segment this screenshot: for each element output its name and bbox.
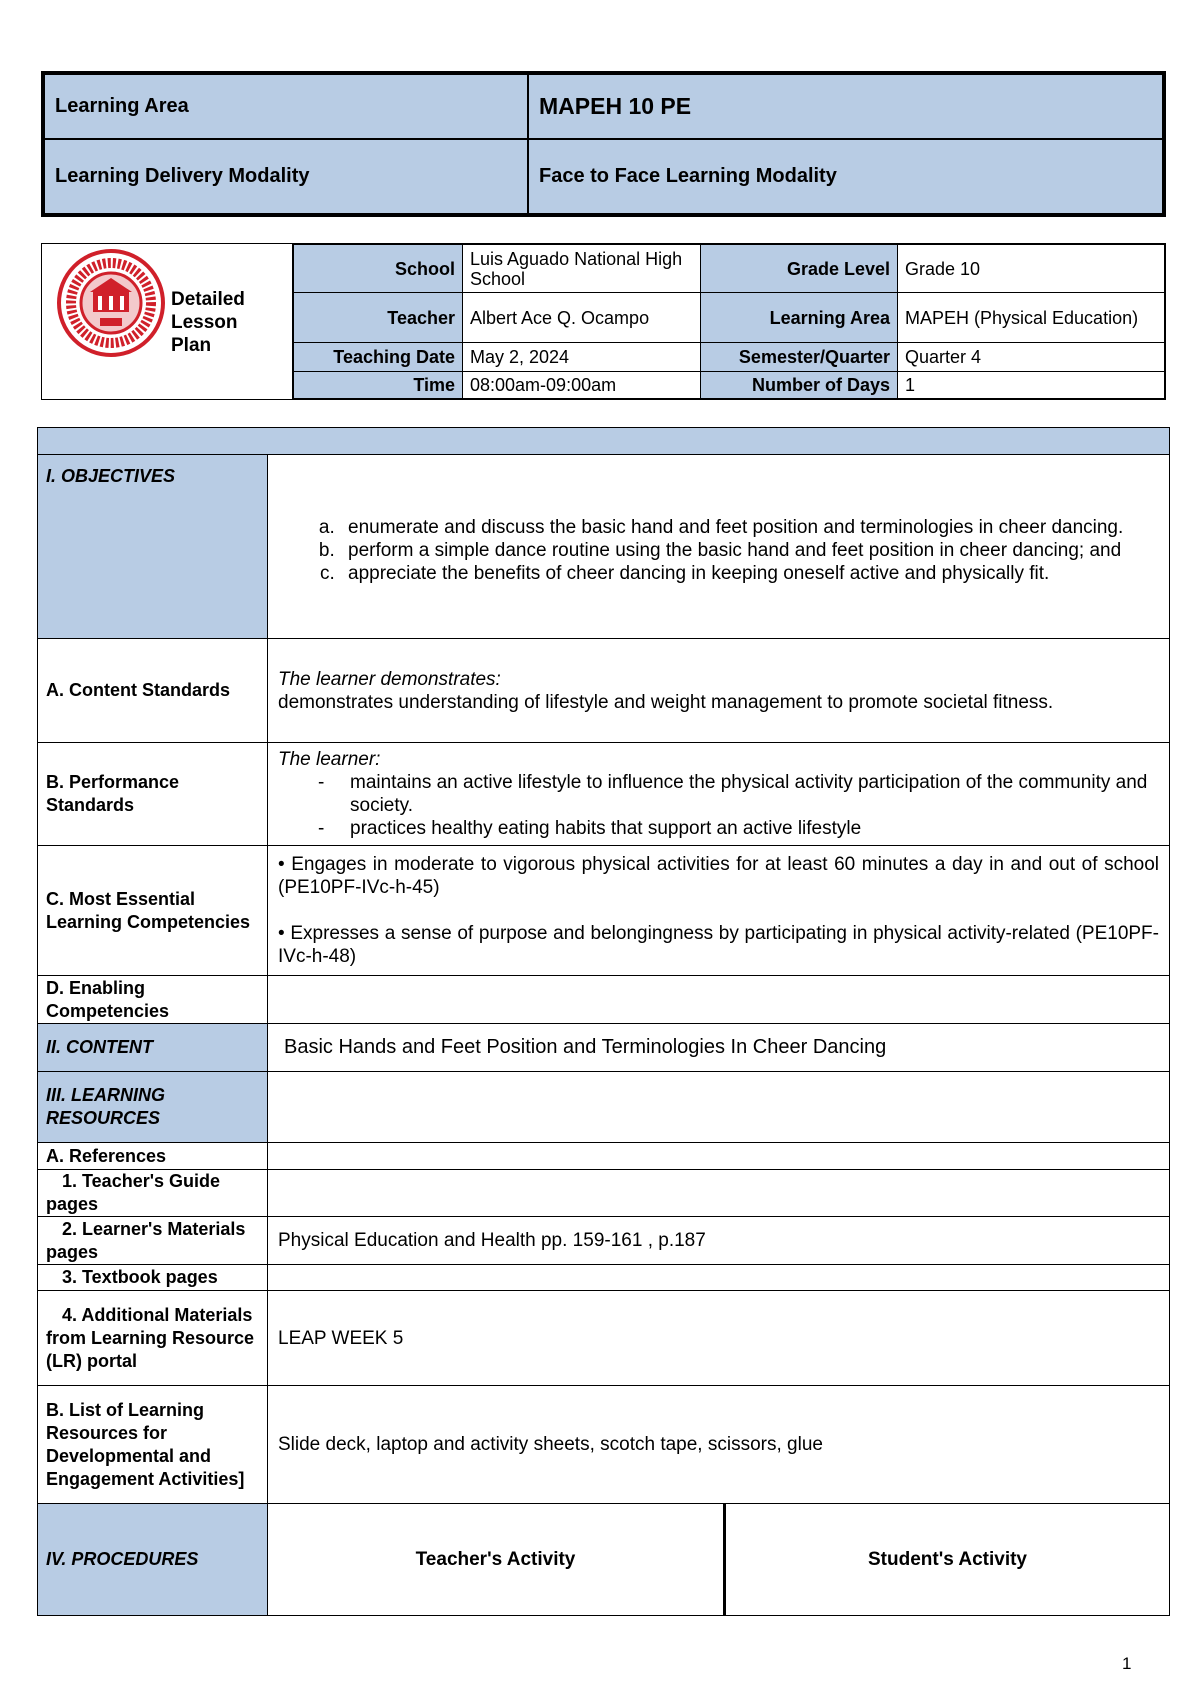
- objectives-label: I. OBJECTIVES: [38, 455, 268, 639]
- blank-header-cell: [38, 428, 1170, 455]
- textbook-label: 3. Textbook pages: [38, 1265, 268, 1291]
- area-value: MAPEH (Physical Education): [898, 293, 1165, 343]
- melc-cell: [268, 846, 1170, 976]
- objective-b: b. perform a simple dance routine using the basic hand and feet position in cheer dancing; and: [340, 539, 1157, 562]
- procedures-label: IV. PROCEDURES: [38, 1504, 268, 1616]
- performance-standard-2: - practices healthy eating habits that support an active lifestyle: [318, 817, 1159, 840]
- melc-row: [38, 846, 1170, 976]
- teachers-guide-cell: [268, 1170, 1170, 1217]
- grade-level-value: Grade 10: [898, 245, 1165, 293]
- students-activity-header: Student's Activity: [725, 1504, 1170, 1616]
- learners-materials-row: [38, 1217, 1170, 1265]
- school-seal-icon: [56, 248, 166, 358]
- content-standards-row: [38, 639, 1170, 743]
- performance-standards-cell: [268, 743, 1170, 846]
- enabling-cell: [268, 976, 1170, 1024]
- area-label: Learning Area: [701, 293, 898, 343]
- learners-materials-value: Physical Education and Health pp. 159-161 , p.187: [268, 1217, 1170, 1265]
- learning-resources-row: [38, 1072, 1170, 1143]
- info-table: [293, 244, 1165, 399]
- learning-resources-cell: [268, 1072, 1170, 1143]
- references-cell: [268, 1143, 1170, 1170]
- header-table: [41, 71, 1166, 217]
- table-header-row: [38, 428, 1170, 455]
- learning-area-value: MAPEH 10 PE: [528, 73, 1164, 139]
- content-value: Basic Hands and Feet Position and Terminologies In Cheer Dancing: [268, 1024, 1170, 1072]
- content-standards-label: A. Content Standards: [38, 639, 268, 743]
- days-label: Number of Days: [701, 372, 898, 399]
- objective-a: a. enumerate and discuss the basic hand and feet position and terminologies in cheer dancing.: [340, 516, 1157, 539]
- melc-item-1: • Engages in moderate to vigorous physical activities for at least 60 minutes a day in and out of school (PE10PF-IVc-h-45): [278, 854, 1159, 898]
- resource-list-row: [38, 1386, 1170, 1504]
- logo-cell: [42, 244, 293, 399]
- lesson-info-block: [41, 243, 1166, 400]
- performance-standards-label: B. Performance Standards: [38, 743, 268, 846]
- quarter-value: Quarter 4: [898, 343, 1165, 372]
- learners-materials-label: 2. Learner's Materials pages: [38, 1217, 268, 1265]
- learning-resources-label: III. LEARNING RESOURCES: [38, 1072, 268, 1143]
- modality-value: Face to Face Learning Modality: [528, 139, 1164, 215]
- performance-standards-row: [38, 743, 1170, 846]
- performance-standards-list: [278, 771, 1159, 840]
- content-standards-cell: [268, 639, 1170, 743]
- references-row: [38, 1143, 1170, 1170]
- procedures-row: [38, 1504, 1170, 1616]
- time-value: 08:00am-09:00am: [463, 372, 701, 399]
- page-number: 1: [1122, 1654, 1132, 1673]
- teacher-value: Albert Ace Q. Ocampo: [463, 293, 701, 343]
- teacher-label: Teacher: [294, 293, 463, 343]
- learning-area-label: Learning Area: [43, 73, 528, 139]
- resource-list-label: B. List of Learning Resources for Developmental and Engagement Activities]: [38, 1386, 268, 1504]
- teaching-date-value: May 2, 2024: [463, 343, 701, 372]
- modality-label: Learning Delivery Modality: [43, 139, 528, 215]
- enabling-label: D. Enabling Competencies: [38, 976, 268, 1024]
- references-label: A. References: [38, 1143, 268, 1170]
- teachers-guide-label: 1. Teacher's Guide pages: [38, 1170, 268, 1217]
- melc-label: C. Most Essential Learning Competencies: [38, 846, 268, 976]
- teachers-guide-row: [38, 1170, 1170, 1217]
- teachers-activity-header: Teacher's Activity: [268, 1504, 725, 1616]
- objectives-cell: [268, 455, 1170, 639]
- additional-materials-row: [38, 1291, 1170, 1386]
- grade-level-label: Grade Level: [701, 245, 898, 293]
- performance-standards-intro: The learner:: [278, 749, 381, 770]
- objectives-row: [38, 455, 1170, 639]
- dlp-title: Detailed Lesson Plan: [171, 289, 245, 356]
- performance-standard-1: - maintains an active lifestyle to influence the physical activity participation of the community and society.: [318, 771, 1159, 817]
- additional-materials-label: 4. Additional Materials from Learning Resource (LR) portal: [38, 1291, 268, 1386]
- quarter-label: Semester/Quarter: [701, 343, 898, 372]
- content-standards-intro: The learner demonstrates:: [278, 668, 501, 690]
- teaching-date-label: Teaching Date: [294, 343, 463, 372]
- objectives-list: [278, 516, 1157, 585]
- time-label: Time: [294, 372, 463, 399]
- textbook-row: [38, 1265, 1170, 1291]
- resource-list-value: Slide deck, laptop and activity sheets, scotch tape, scissors, glue: [268, 1386, 1170, 1504]
- content-row: [38, 1024, 1170, 1072]
- melc-item-2: • Expresses a sense of purpose and belongingness by participating in physical activity-related (PE10PF-IVc-h-48): [278, 923, 1159, 967]
- school-label: School: [294, 245, 463, 293]
- textbook-cell: [268, 1265, 1170, 1291]
- enabling-row: [38, 976, 1170, 1024]
- lesson-plan-table: [37, 427, 1170, 1616]
- additional-materials-value: LEAP WEEK 5: [268, 1291, 1170, 1386]
- days-value: 1: [898, 372, 1165, 399]
- content-standards-text: demonstrates understanding of lifestyle and weight management to promote societal fitness.: [278, 691, 1054, 713]
- objective-c: c. appreciate the benefits of cheer dancing in keeping oneself active and physically fit.: [340, 562, 1157, 585]
- content-label: II. CONTENT: [38, 1024, 268, 1072]
- school-value: Luis Aguado National High School: [463, 245, 701, 293]
